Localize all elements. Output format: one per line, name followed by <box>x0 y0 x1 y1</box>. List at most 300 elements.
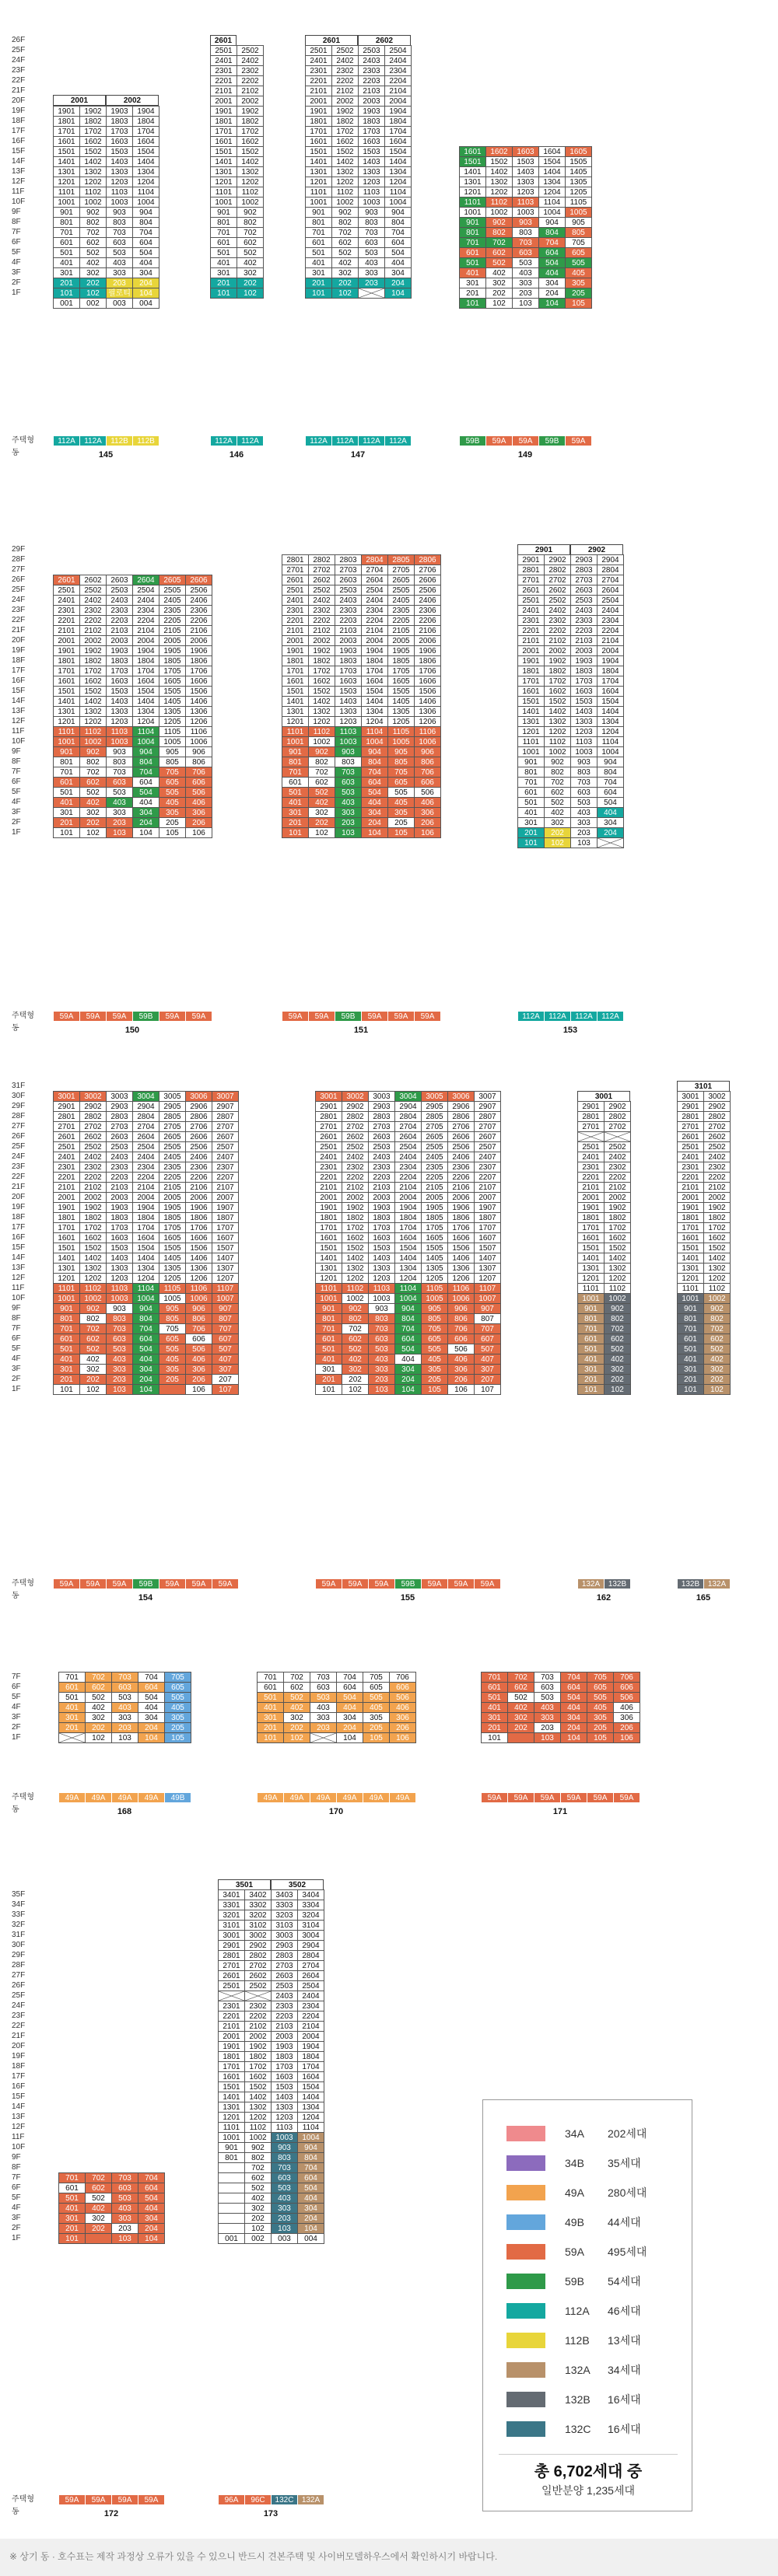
unit-cell[interactable]: 306 <box>447 1364 475 1375</box>
unit-cell[interactable]: 402 <box>485 267 513 278</box>
unit-cell[interactable]: 104 <box>394 1384 422 1395</box>
unit-cell[interactable]: 1202 <box>79 1273 107 1284</box>
unit-cell[interactable]: 201 <box>481 1722 508 1733</box>
unit-cell[interactable]: 1702 <box>237 126 264 137</box>
unit-cell[interactable]: 1601 <box>53 136 80 147</box>
unit-cell[interactable]: 2401 <box>315 1152 342 1162</box>
unit-cell[interactable]: 1005 <box>159 1293 186 1304</box>
unit-cell[interactable]: 1201 <box>53 1273 80 1284</box>
unit-cell[interactable]: 301 <box>315 1364 342 1375</box>
unit-cell[interactable]: 2206 <box>414 615 441 626</box>
unit-cell[interactable]: 1103 <box>106 1283 133 1294</box>
unit-cell[interactable]: 2401 <box>210 55 237 66</box>
unit-cell[interactable]: 1403 <box>106 156 133 167</box>
unit-cell[interactable]: 402 <box>237 257 264 268</box>
unit-cell[interactable]: 504 <box>336 1692 363 1703</box>
unit-cell[interactable]: 3002 <box>342 1091 369 1102</box>
unit-cell[interactable]: 604 <box>597 787 624 798</box>
unit-cell[interactable]: 2101 <box>53 1182 80 1193</box>
unit-cell[interactable]: 905 <box>159 1303 186 1314</box>
unit-cell[interactable]: 1802 <box>79 116 107 127</box>
unit-cell[interactable]: 2305 <box>421 1162 448 1173</box>
unit-cell[interactable]: 2502 <box>331 45 359 56</box>
unit-cell[interactable]: 1503 <box>106 686 133 697</box>
unit-cell[interactable]: 503 <box>512 257 539 268</box>
unit-cell[interactable]: 403 <box>368 1354 395 1365</box>
unit-cell[interactable]: 603 <box>106 237 133 248</box>
unit-cell[interactable]: 204 <box>597 827 624 838</box>
unit-cell[interactable]: 1302 <box>604 1263 631 1274</box>
unit-cell[interactable]: 704 <box>132 227 159 238</box>
unit-cell[interactable]: 1901 <box>577 1202 605 1213</box>
unit-cell[interactable]: 1702 <box>331 126 359 137</box>
unit-cell[interactable]: 604 <box>384 237 412 248</box>
unit-cell[interactable]: 2902 <box>244 1940 272 1951</box>
unit-cell[interactable]: 2801 <box>282 554 309 565</box>
unit-cell[interactable]: 1905 <box>159 1202 186 1213</box>
unit-cell[interactable]: 2302 <box>331 65 359 76</box>
unit-cell[interactable] <box>159 1384 186 1395</box>
unit-cell[interactable]: 1903 <box>106 645 133 656</box>
unit-cell[interactable]: 101 <box>53 1384 80 1395</box>
unit-cell[interactable]: 1804 <box>394 1212 422 1223</box>
unit-cell[interactable]: 1303 <box>106 706 133 717</box>
unit-cell[interactable]: 2004 <box>597 645 624 656</box>
unit-cell[interactable]: 1003 <box>570 746 598 757</box>
unit-cell[interactable]: 701 <box>257 1672 284 1683</box>
unit-cell[interactable]: 407 <box>212 1354 239 1365</box>
unit-cell[interactable]: 705 <box>565 237 592 248</box>
unit-cell[interactable]: 1804 <box>132 1212 159 1223</box>
unit-cell[interactable]: 1304 <box>132 706 159 717</box>
unit-cell[interactable]: 1501 <box>305 146 332 157</box>
unit-cell[interactable]: 2702 <box>244 1960 272 1971</box>
unit-cell[interactable]: 2005 <box>159 1192 186 1203</box>
unit-cell[interactable]: 1102 <box>244 2122 272 2133</box>
unit-cell[interactable]: 402 <box>79 797 107 808</box>
unit-cell[interactable]: 1303 <box>358 166 385 177</box>
unit-cell[interactable]: 2702 <box>604 1121 631 1132</box>
unit-cell[interactable]: 904 <box>597 757 624 767</box>
unit-cell[interactable]: 605 <box>159 1333 186 1344</box>
unit-cell[interactable]: 901 <box>577 1303 605 1314</box>
unit-cell[interactable]: 2907 <box>212 1101 239 1112</box>
unit-cell[interactable]: 403 <box>512 267 539 278</box>
unit-cell[interactable]: 1201 <box>282 716 309 727</box>
unit-cell[interactable]: 701 <box>517 777 545 788</box>
unit-cell[interactable]: 1104 <box>361 726 388 737</box>
unit-cell[interactable]: 1204 <box>361 716 388 727</box>
unit-cell[interactable]: 1602 <box>485 146 513 157</box>
unit-cell[interactable]: 203 <box>358 278 385 288</box>
unit-cell[interactable]: 1204 <box>394 1273 422 1284</box>
unit-cell[interactable]: 1301 <box>210 166 237 177</box>
unit-cell[interactable]: 1502 <box>79 146 107 157</box>
unit-cell[interactable]: 3006 <box>185 1091 212 1102</box>
unit-cell[interactable]: 2704 <box>361 564 388 575</box>
unit-cell[interactable]: 2506 <box>447 1141 475 1152</box>
unit-cell[interactable]: 3301 <box>218 1900 245 1910</box>
unit-cell[interactable]: 2404 <box>597 605 624 616</box>
unit-cell[interactable]: 1603 <box>512 146 539 157</box>
unit-cell[interactable]: 2307 <box>212 1162 239 1173</box>
unit-cell[interactable]: 202 <box>331 278 359 288</box>
unit-cell[interactable]: 601 <box>677 1333 704 1344</box>
unit-cell[interactable]: 904 <box>394 1303 422 1314</box>
unit-cell[interactable]: 1605 <box>565 146 592 157</box>
unit-cell[interactable]: 1207 <box>212 1273 239 1284</box>
unit-cell[interactable]: 603 <box>570 787 598 798</box>
unit-cell[interactable]: 2501 <box>53 1141 80 1152</box>
unit-cell[interactable]: 1202 <box>703 1273 731 1284</box>
unit-cell[interactable]: 1504 <box>394 1243 422 1253</box>
unit-cell[interactable]: 1604 <box>361 676 388 687</box>
unit-cell[interactable]: 106 <box>389 1732 416 1743</box>
unit-cell[interactable]: 2601 <box>53 1131 80 1142</box>
unit-cell[interactable]: 804 <box>132 217 159 228</box>
unit-cell[interactable]: 1904 <box>132 1202 159 1213</box>
unit-cell[interactable]: 2207 <box>212 1172 239 1183</box>
unit-cell[interactable]: 901 <box>459 217 486 228</box>
unit-cell[interactable]: 207 <box>212 1374 239 1385</box>
unit-cell[interactable]: 1902 <box>244 2041 272 2052</box>
unit-cell[interactable]: 1501 <box>53 686 80 697</box>
unit-cell[interactable]: 203 <box>106 817 133 828</box>
unit-cell[interactable]: 1302 <box>79 706 107 717</box>
unit-cell[interactable]: 905 <box>159 746 186 757</box>
unit-cell[interactable]: 304 <box>361 807 388 818</box>
unit-cell[interactable]: 2301 <box>282 605 309 616</box>
unit-cell[interactable]: 204 <box>138 2223 165 2234</box>
unit-cell[interactable]: 404 <box>597 807 624 818</box>
unit-cell[interactable]: 2104 <box>361 625 388 636</box>
unit-cell[interactable]: 201 <box>305 278 332 288</box>
unit-cell[interactable]: 1006 <box>414 736 441 747</box>
unit-cell[interactable]: 1901 <box>305 106 332 117</box>
unit-cell[interactable]: 2302 <box>544 615 571 626</box>
unit-cell[interactable]: 301 <box>58 2213 86 2224</box>
unit-cell[interactable]: 604 <box>132 1333 159 1344</box>
unit-cell[interactable]: 205 <box>363 1722 390 1733</box>
unit-cell[interactable]: 504 <box>138 1692 165 1703</box>
unit-cell[interactable]: 2406 <box>414 595 441 606</box>
unit-cell[interactable]: 706 <box>185 767 212 778</box>
unit-cell[interactable]: 804 <box>394 1313 422 1324</box>
unit-cell[interactable]: 1502 <box>544 696 571 707</box>
unit-cell[interactable]: 1005 <box>387 736 415 747</box>
unit-cell[interactable]: 2304 <box>132 1162 159 1173</box>
unit-cell[interactable]: 105 <box>421 1384 448 1395</box>
unit-cell[interactable]: 2001 <box>53 1192 80 1203</box>
unit-cell[interactable]: 404 <box>361 797 388 808</box>
unit-cell[interactable]: 2202 <box>604 1172 631 1183</box>
unit-cell[interactable]: 201 <box>315 1374 342 1385</box>
unit-cell[interactable]: 1301 <box>53 706 80 717</box>
unit-cell[interactable]: 804 <box>538 227 566 238</box>
unit-cell[interactable]: 704 <box>538 237 566 248</box>
unit-cell[interactable]: 802 <box>244 2152 272 2163</box>
unit-cell[interactable]: 1402 <box>703 1253 731 1264</box>
unit-cell[interactable]: 2002 <box>544 645 571 656</box>
unit-cell[interactable]: 1905 <box>159 645 186 656</box>
unit-cell[interactable]: 902 <box>342 1303 369 1314</box>
unit-cell[interactable]: 101 <box>517 837 545 848</box>
unit-cell[interactable]: 201 <box>58 2223 86 2234</box>
unit-cell[interactable]: 406 <box>613 1702 640 1713</box>
unit-cell[interactable]: 1303 <box>570 716 598 727</box>
unit-cell[interactable]: 2203 <box>358 75 385 86</box>
unit-cell[interactable]: 801 <box>305 217 332 228</box>
unit-cell[interactable]: 503 <box>310 1692 337 1703</box>
unit-cell[interactable]: 2302 <box>703 1162 731 1173</box>
unit-cell[interactable]: 806 <box>414 757 441 767</box>
unit-cell[interactable]: 2507 <box>474 1141 501 1152</box>
unit-cell[interactable]: 301 <box>481 1712 508 1723</box>
unit-cell[interactable]: 302 <box>331 267 359 278</box>
unit-cell[interactable]: 2804 <box>297 1950 324 1961</box>
unit-cell[interactable]: 2304 <box>384 65 412 76</box>
unit-cell[interactable]: 504 <box>132 247 159 258</box>
unit-cell[interactable]: 1105 <box>565 197 592 208</box>
unit-cell[interactable]: 106 <box>185 1384 212 1395</box>
unit-cell[interactable]: 403 <box>570 807 598 818</box>
unit-cell[interactable]: 2403 <box>358 55 385 66</box>
unit-cell[interactable]: 2202 <box>244 2011 272 2022</box>
unit-cell[interactable]: 102 <box>237 288 264 299</box>
unit-cell[interactable]: 1705 <box>421 1222 448 1233</box>
unit-cell[interactable]: 303 <box>358 267 385 278</box>
unit-cell[interactable]: 1002 <box>604 1293 631 1304</box>
unit-cell[interactable]: 105 <box>587 1732 614 1743</box>
unit-cell[interactable]: 306 <box>389 1712 416 1723</box>
unit-cell[interactable]: 2805 <box>421 1111 448 1122</box>
unit-cell[interactable]: 2806 <box>447 1111 475 1122</box>
unit-cell[interactable]: 2606 <box>447 1131 475 1142</box>
unit-cell[interactable]: 2502 <box>244 1980 272 1991</box>
unit-cell[interactable]: 703 <box>111 2172 138 2183</box>
unit-cell[interactable]: 602 <box>703 1333 731 1344</box>
unit-cell[interactable]: 1107 <box>474 1283 501 1294</box>
unit-cell[interactable]: 2402 <box>604 1152 631 1162</box>
unit-cell[interactable]: 1704 <box>132 1222 159 1233</box>
unit-cell[interactable]: 703 <box>106 227 133 238</box>
unit-cell[interactable]: 1702 <box>308 666 335 676</box>
unit-cell[interactable]: 1104 <box>597 736 624 747</box>
unit-cell[interactable]: 2604 <box>297 1970 324 1981</box>
unit-cell[interactable]: 803 <box>570 767 598 778</box>
unit-cell[interactable]: 1503 <box>335 686 362 697</box>
unit-cell[interactable]: 902 <box>79 1303 107 1314</box>
unit-cell[interactable]: 705 <box>387 767 415 778</box>
unit-cell[interactable]: 2601 <box>517 585 545 596</box>
unit-cell[interactable]: 502 <box>485 257 513 268</box>
unit-cell[interactable]: 401 <box>459 267 486 278</box>
unit-cell[interactable]: 1202 <box>544 726 571 737</box>
unit-cell[interactable]: 1701 <box>53 126 80 137</box>
unit-cell[interactable] <box>85 2233 112 2244</box>
unit-cell[interactable]: 2203 <box>106 615 133 626</box>
unit-cell[interactable]: 1306 <box>185 706 212 717</box>
unit-cell[interactable]: 601 <box>577 1333 605 1344</box>
unit-cell[interactable]: 306 <box>613 1712 640 1723</box>
unit-cell[interactable]: 1503 <box>106 146 133 157</box>
unit-cell[interactable]: 2603 <box>335 575 362 585</box>
unit-cell[interactable]: 901 <box>282 746 309 757</box>
unit-cell[interactable]: 1307 <box>212 1263 239 1274</box>
unit-cell[interactable]: 3002 <box>79 1091 107 1102</box>
unit-cell[interactable]: 706 <box>414 767 441 778</box>
unit-cell[interactable]: 2707 <box>474 1121 501 1132</box>
unit-cell[interactable]: 301 <box>53 1364 80 1375</box>
unit-cell[interactable] <box>310 1732 337 1743</box>
unit-cell[interactable]: 2504 <box>361 585 388 596</box>
unit-cell[interactable]: 604 <box>138 2183 165 2193</box>
unit-cell[interactable]: 1802 <box>237 116 264 127</box>
unit-cell[interactable]: 505 <box>565 257 592 268</box>
unit-cell[interactable]: 1806 <box>414 655 441 666</box>
unit-cell[interactable]: 2706 <box>414 564 441 575</box>
unit-cell[interactable]: 2102 <box>342 1182 369 1193</box>
unit-cell[interactable]: 2701 <box>282 564 309 575</box>
unit-cell[interactable]: 2701 <box>677 1121 704 1132</box>
unit-cell[interactable]: 103 <box>106 827 133 838</box>
unit-cell[interactable]: 1104 <box>132 1283 159 1294</box>
unit-cell[interactable]: 1507 <box>474 1243 501 1253</box>
unit-cell[interactable]: 2905 <box>159 1101 186 1112</box>
unit-cell[interactable]: 1901 <box>677 1202 704 1213</box>
unit-cell[interactable]: 1901 <box>282 645 309 656</box>
unit-cell[interactable]: 1202 <box>308 716 335 727</box>
unit-cell[interactable]: 1103 <box>512 197 539 208</box>
unit-cell[interactable]: 1002 <box>544 746 571 757</box>
unit-cell[interactable]: 1505 <box>421 1243 448 1253</box>
unit-cell[interactable]: 2802 <box>342 1111 369 1122</box>
unit-cell[interactable]: 305 <box>587 1712 614 1723</box>
unit-cell[interactable]: 1301 <box>53 1263 80 1274</box>
unit-cell[interactable]: 1601 <box>677 1232 704 1243</box>
unit-cell[interactable]: 503 <box>106 1344 133 1354</box>
unit-cell[interactable]: 2001 <box>677 1192 704 1203</box>
unit-cell[interactable]: 601 <box>210 237 237 248</box>
unit-cell[interactable]: 104 <box>538 298 566 309</box>
unit-cell[interactable]: 2905 <box>421 1101 448 1112</box>
unit-cell[interactable]: 1502 <box>244 2081 272 2092</box>
unit-cell[interactable]: 1504 <box>132 686 159 697</box>
unit-cell[interactable]: 1001 <box>210 197 237 208</box>
unit-cell[interactable]: 604 <box>132 777 159 788</box>
unit-cell[interactable]: 402 <box>331 257 359 268</box>
unit-cell[interactable]: 2604 <box>132 1131 159 1142</box>
unit-cell[interactable]: 203 <box>534 1722 561 1733</box>
unit-cell[interactable]: 1302 <box>544 716 571 727</box>
unit-cell[interactable]: 903 <box>271 2142 298 2153</box>
unit-cell[interactable]: 2106 <box>414 625 441 636</box>
unit-cell[interactable]: 2201 <box>305 75 332 86</box>
unit-cell[interactable]: 703 <box>310 1672 337 1683</box>
unit-cell[interactable]: 801 <box>53 217 80 228</box>
unit-cell[interactable]: 804 <box>597 767 624 778</box>
unit-cell[interactable]: 2501 <box>305 45 332 56</box>
unit-cell[interactable]: 2006 <box>185 1192 212 1203</box>
unit-cell[interactable]: 402 <box>544 807 571 818</box>
unit-cell[interactable]: 103 <box>534 1732 561 1743</box>
unit-cell[interactable]: 2503 <box>271 1980 298 1991</box>
unit-cell[interactable]: 403 <box>358 257 385 268</box>
unit-cell[interactable]: 1604 <box>132 136 159 147</box>
unit-cell[interactable]: 2901 <box>677 1101 704 1112</box>
unit-cell[interactable]: 1303 <box>106 166 133 177</box>
unit-cell[interactable]: 1202 <box>79 716 107 727</box>
unit-cell[interactable]: 1701 <box>210 126 237 137</box>
unit-cell[interactable]: 1607 <box>474 1232 501 1243</box>
unit-cell[interactable]: 102 <box>283 1732 310 1743</box>
unit-cell[interactable]: 501 <box>315 1344 342 1354</box>
unit-cell[interactable]: 2502 <box>544 595 571 606</box>
unit-cell[interactable]: 602 <box>283 1682 310 1693</box>
unit-cell[interactable]: 802 <box>544 767 571 778</box>
unit-cell[interactable]: 805 <box>565 227 592 238</box>
unit-cell[interactable]: 1804 <box>384 116 412 127</box>
unit-cell[interactable]: 306 <box>185 1364 212 1375</box>
unit-cell[interactable]: 1301 <box>459 177 486 187</box>
unit-cell[interactable]: 2102 <box>604 1182 631 1193</box>
unit-cell[interactable]: 1201 <box>53 177 80 187</box>
unit-cell[interactable]: 2002 <box>237 96 264 107</box>
unit-cell[interactable]: 2505 <box>421 1141 448 1152</box>
unit-cell[interactable]: 702 <box>85 2172 112 2183</box>
unit-cell[interactable]: 805 <box>387 757 415 767</box>
unit-cell[interactable]: 1303 <box>512 177 539 187</box>
unit-cell[interactable]: 3001 <box>677 1091 704 1102</box>
unit-cell[interactable]: 603 <box>310 1682 337 1693</box>
unit-cell[interactable]: 102 <box>85 1732 112 1743</box>
unit-cell[interactable]: 403 <box>106 1354 133 1365</box>
unit-cell[interactable]: 702 <box>544 777 571 788</box>
unit-cell[interactable]: 2403 <box>368 1152 395 1162</box>
unit-cell[interactable]: 104 <box>336 1732 363 1743</box>
unit-cell[interactable]: 1802 <box>703 1212 731 1223</box>
unit-cell[interactable]: 2401 <box>282 595 309 606</box>
unit-cell[interactable]: 1201 <box>517 726 545 737</box>
unit-cell[interactable]: 2902 <box>604 1101 631 1112</box>
unit-cell[interactable]: 502 <box>79 787 107 798</box>
unit-cell[interactable]: 406 <box>389 1702 416 1713</box>
unit-cell[interactable]: 1807 <box>474 1212 501 1223</box>
unit-cell[interactable]: 1003 <box>368 1293 395 1304</box>
unit-cell[interactable]: 1101 <box>53 187 80 197</box>
unit-cell[interactable]: 2503 <box>335 585 362 596</box>
unit-cell[interactable]: 1206 <box>414 716 441 727</box>
unit-cell[interactable]: 504 <box>361 787 388 798</box>
unit-cell[interactable]: 1402 <box>244 2092 272 2102</box>
unit-cell[interactable]: 103 <box>368 1384 395 1395</box>
unit-cell[interactable]: 301 <box>459 278 486 288</box>
unit-cell[interactable]: 1001 <box>53 197 80 208</box>
unit-cell[interactable]: 1306 <box>447 1263 475 1274</box>
unit-cell[interactable]: 301 <box>53 807 80 818</box>
unit-cell[interactable]: 1803 <box>271 2051 298 2062</box>
unit-cell[interactable]: 2901 <box>53 1101 80 1112</box>
unit-cell[interactable]: 2101 <box>677 1182 704 1193</box>
unit-cell[interactable]: 401 <box>218 2193 245 2204</box>
unit-cell[interactable]: 2704 <box>394 1121 422 1132</box>
unit-cell[interactable]: 2207 <box>474 1172 501 1183</box>
unit-cell[interactable]: 1503 <box>106 1243 133 1253</box>
unit-cell[interactable]: 101 <box>315 1384 342 1395</box>
unit-cell[interactable]: 602 <box>485 247 513 258</box>
unit-cell[interactable]: 2002 <box>244 2031 272 2042</box>
unit-cell[interactable]: 101 <box>53 288 80 299</box>
